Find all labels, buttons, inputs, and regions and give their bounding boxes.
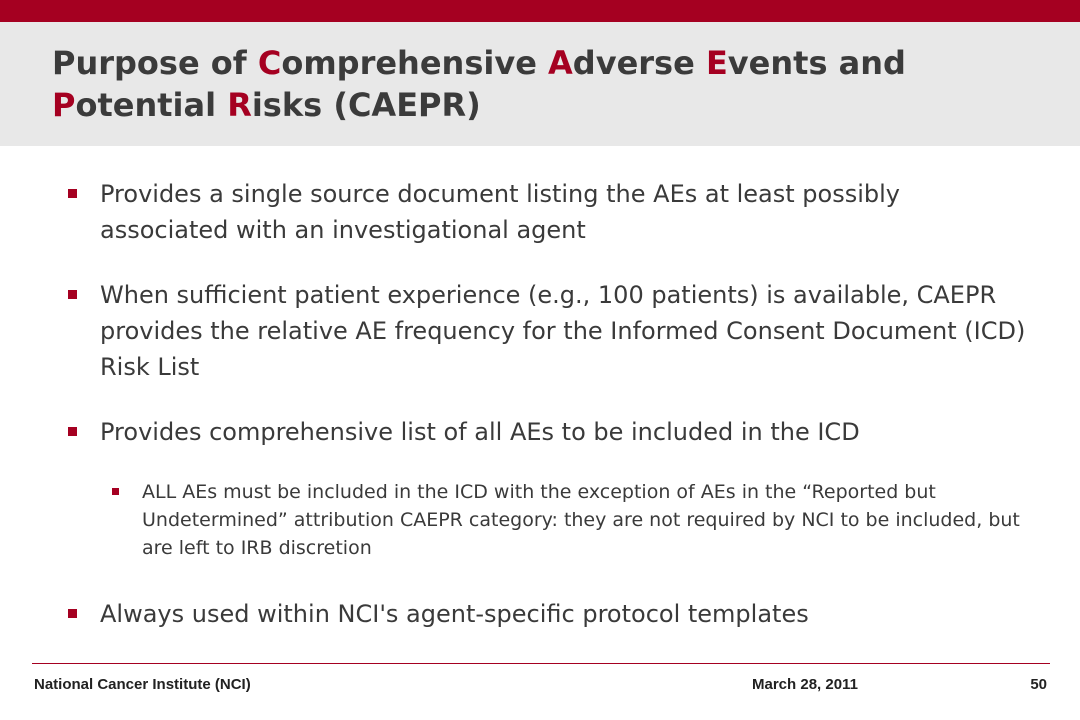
square-bullet-icon <box>68 427 77 436</box>
square-bullet-icon <box>112 488 119 495</box>
title-part: dverse <box>572 44 706 82</box>
title-part: Purpose of <box>52 44 258 82</box>
square-bullet-icon <box>68 189 77 198</box>
footer-organization: National Cancer Institute (NCI) <box>34 676 251 693</box>
bullet-text: Always used within NCI's agent-specific protocol templates <box>100 600 809 628</box>
footer-date: March 28, 2011 <box>752 676 858 693</box>
title-initial-p: P <box>52 86 76 124</box>
bullet-text: Provides a single source document listing the AEs at least possibly associated with an investigational agent <box>100 180 900 244</box>
top-accent-bar <box>0 0 1080 22</box>
title-part: omprehensive <box>281 44 549 82</box>
bullet-text: When sufficient patient experience (e.g., 100 patients) is available, CAEPR provides the relative AE frequency for the Informed Consent Document (ICD) Risk List <box>100 281 1026 381</box>
title-initial-r: R <box>227 86 252 124</box>
page-number: 50 <box>1030 676 1047 693</box>
sub-bullet-text: ALL AEs must be included in the ICD with the exception of AEs in the “Reported but Undetermined” attribution CAEPR category: they are not required by NCI to be included, but are left to IRB discretion <box>142 481 1020 559</box>
footer-divider <box>32 663 1050 664</box>
title-part: vents and <box>727 44 906 82</box>
title-part: isks (CAEPR) <box>251 86 481 124</box>
bullet-text: Provides comprehensive list of all AEs to be included in the ICD <box>100 418 860 446</box>
bullet-item <box>100 414 1030 450</box>
bullet-item <box>100 277 1030 385</box>
square-bullet-icon <box>68 290 77 299</box>
slide-title <box>52 42 1052 126</box>
sub-bullet-item <box>142 478 1042 562</box>
title-initial-c: C <box>257 44 282 82</box>
title-part: otential <box>75 86 228 124</box>
title-initial-a: A <box>548 44 573 82</box>
square-bullet-icon <box>68 609 77 618</box>
bullet-item <box>100 176 1030 248</box>
title-initial-e: E <box>705 44 728 82</box>
bullet-item <box>100 596 1030 632</box>
